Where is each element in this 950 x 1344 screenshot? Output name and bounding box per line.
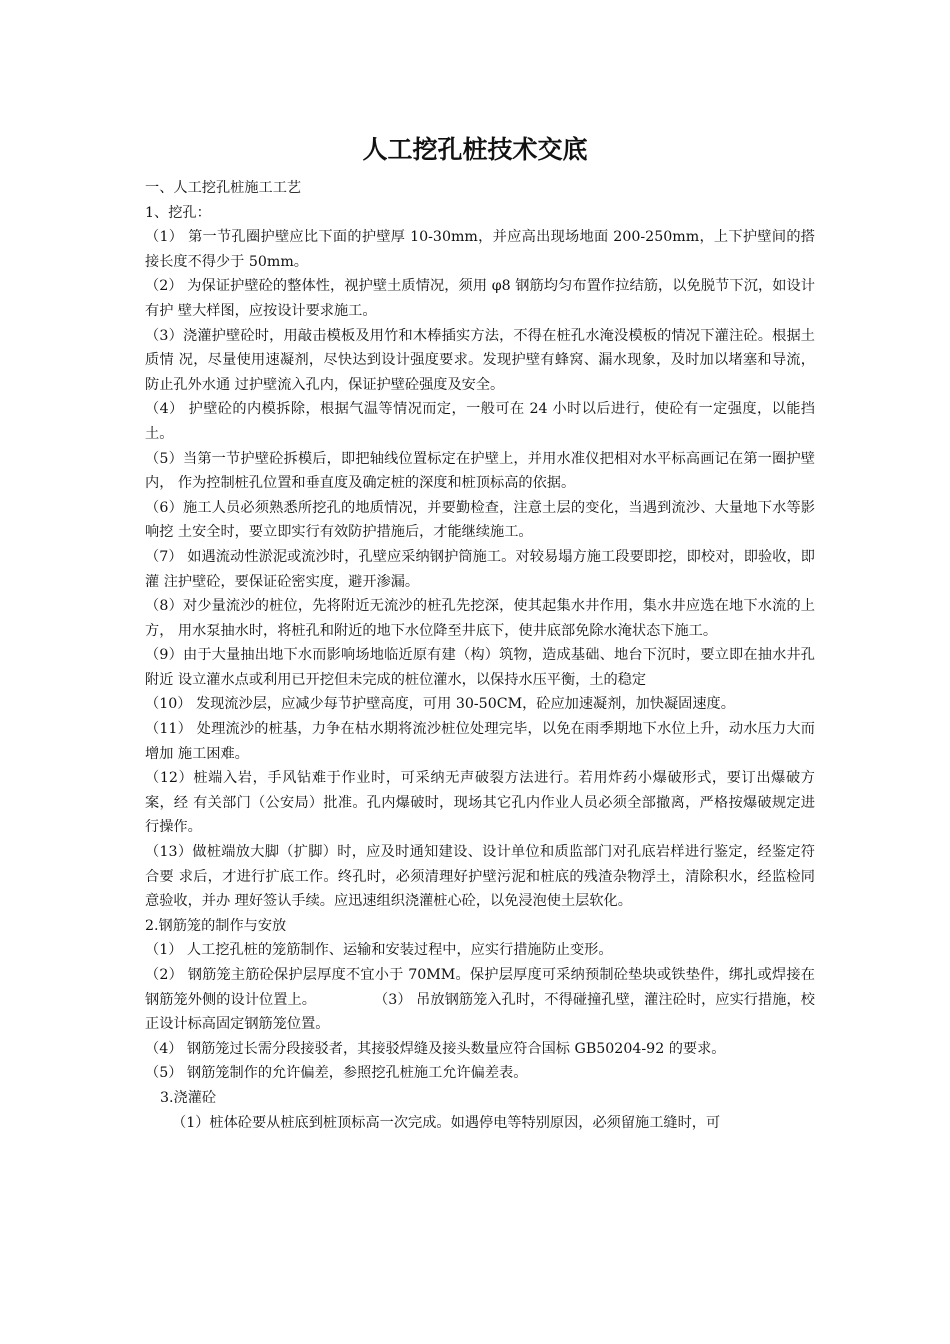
subsection-heading: 1、挖孔： xyxy=(145,204,211,221)
paragraph: （8）对少量流沙的桩位，先将附近无流沙的桩孔先挖深，使其起集水井作用，集水井应选在地下水流的上方， 用水泵抽水时，将桩孔和附近的地下水位降至井底下，使井底部免除水淹状态下施工。 xyxy=(145,598,815,639)
paragraph: （5） 钢筋笼制作的允许偏差，参照挖孔桩施工允许偏差表。 xyxy=(145,1065,528,1082)
paragraph: （1） 人工挖孔桩的笼筋制作、运输和安装过程中，应实行措施防止变形。 xyxy=(145,942,613,959)
paragraph: （4） 护壁砼的内模拆除，根据气温等情况而定，一般可在 24 小时以后进行，使砼有一定强度，以能挡土。 xyxy=(145,401,815,442)
paragraph: （13）做桩端放大脚（扩脚）时，应及时通知建设、设计单位和质监部门对孔底岩样进行鉴定，经鉴定符合要 求后，才进行扩底工作。终孔时，必须清理好护壁污泥和桩底的残渣杂物浮土，清除积水，经监检同意验收，并办 理好签认手续。应迅速组织浇灌桩心砼，以免浸泡使土层软化。 xyxy=(145,844,815,910)
paragraph-part: （2） 钢筋笼主筋砼保护层厚度不宜小于 70MM。保护层厚度可采纳预制砼垫块或铁垫件，绑扎或焊接在钢筋笼外侧的设计位置上。 xyxy=(145,967,815,1008)
document-body xyxy=(145,176,815,1135)
paragraph: （7） 如遇流动性淤泥或流沙时，孔壁应采纳钢护筒施工。对较易塌方施工段要即挖，即校对，即验收，即灌 注护壁砼，要保证砼密实度，避开渗漏。 xyxy=(145,548,815,590)
paragraph: （6）施工人员必须熟悉所挖孔的地质情况，并要勤检查，注意土层的变化，当遇到流沙、大量地下水等影响挖 土安全时，要立即实行有效防护措施后，才能继续施工。 xyxy=(145,499,815,541)
paragraph: （4） 钢筋笼过长需分段接驳者，其接驳焊缝及接头数量应符合国标 GB50204-92 的要求。 xyxy=(145,1040,726,1057)
subsection-heading: 2.钢筋笼的制作与安放 xyxy=(145,917,287,934)
paragraph: （9）由于大量抽出地下水而影响场地临近原有建（构）筑物，造成基础、地台下沉时，要立即在抽水井孔附近 设立灌水点或利用已开挖但未完成的桩位灌水，以保持水压平衡，土的稳定 xyxy=(145,647,815,688)
subsection-heading: 3.浇灌砼 xyxy=(160,1089,217,1106)
paragraph: （1） 第一节孔圈护壁应比下面的护壁厚 10-30mm，并应高出现场地面 200-250mm，上下护壁间的搭接长度不得少于 50mm。 xyxy=(145,229,815,270)
paragraph: （10） 发现流沙层，应减少每节护壁高度，可用 30-50CM，砼应加速凝剂，加快凝固速度。 xyxy=(145,696,735,713)
document-title: 人工挖孔桩技术交底 xyxy=(362,135,588,164)
paragraph xyxy=(145,963,815,1037)
paragraph: （5）当第一节护壁砼拆模后，即把轴线位置标定在护壁上，并用水准仪把相对水平标高画记在第一圈护壁内， 作为控制桩孔位置和垂直度及确定桩的深度和桩顶标高的依据。 xyxy=(145,450,815,492)
paragraph-part: （3） 吊放钢筋笼入孔时，不得碰撞孔壁，灌注砼时，应实行措施，校正设计标高固定钢筋笼位置。 xyxy=(145,991,815,1033)
paragraph: （3）浇灌护壁砼时，用敲击模板及用竹和木棒插实方法，不得在桩孔水淹没模板的情况下灌注砼。根据土质情 况，尽量使用速凝剂，尽快达到设计强度要求。发现护壁有蜂窝、漏水现象，及时加以堵塞和导流，防止孔外水通 过护壁流入孔内，保证护壁砼强度及安全。 xyxy=(145,327,815,393)
paragraph: （12）桩端入岩，手风钻难于作业时，可采纳无声破裂方法进行。若用炸药小爆破形式，要订出爆破方案，经 有关部门（公安局）批准。孔内爆破时，现场其它孔内作业人员必须全部撤离，严格按爆破规定进行操作。 xyxy=(145,770,815,836)
paragraph: （11） 处理流沙的桩基，力争在枯水期将流沙桩位处理完毕，以免在雨季期地下水位上升，动水压力大而增加 施工困难。 xyxy=(145,721,815,762)
paragraph: （2） 为保证护壁砼的整体性，视护壁土质情况，须用 φ8 钢筋均匀布置作拉结筋，以免脱节下沉，如设计有护 壁大样图，应按设计要求施工。 xyxy=(145,278,815,319)
paragraph: （1）桩体砼要从桩底到桩顶标高一次完成。如遇停电等特别原因，必须留施工缝时，可 xyxy=(172,1114,721,1131)
section-heading: 一、人工挖孔桩施工工艺 xyxy=(145,180,302,196)
